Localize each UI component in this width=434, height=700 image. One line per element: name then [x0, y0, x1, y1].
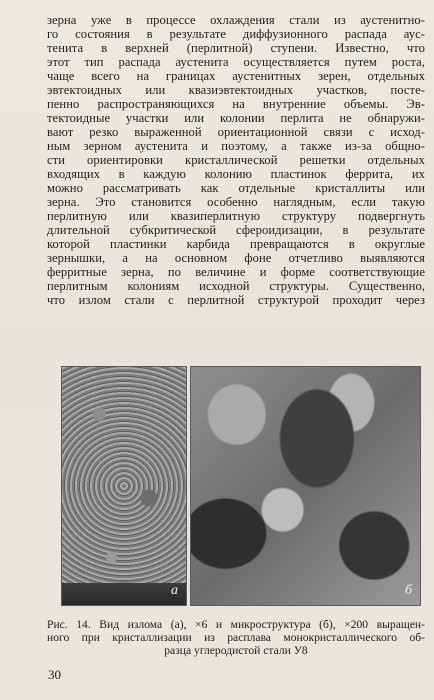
- microstructure-photo: [190, 366, 421, 606]
- panel-label-b: б: [404, 583, 412, 598]
- fracture-photo: [61, 366, 187, 606]
- text-line: ферритные зерна, по величине и форме соответствующие: [47, 265, 425, 279]
- text-line: перлитным колониям исходной структуры. Существенно,: [47, 279, 425, 293]
- text-line: которой пластинки карбида превращаются в округлые: [47, 237, 425, 251]
- text-line: входящих в каждую колонию пластинок феррита, их: [47, 167, 425, 181]
- text-line: чаще всего на границах аустенитных зерен, отдельных: [47, 69, 425, 83]
- text-line: что излом стали с перлитной структурой проходит через: [47, 293, 425, 307]
- figure-14: [61, 366, 419, 604]
- caption-line: разца углеродистой стали У8: [164, 644, 308, 657]
- body-text: [47, 13, 425, 307]
- text-line: тектоидные участки или колонии перлита не обнаружи-: [47, 111, 425, 125]
- text-line: ным зерном аустенита и поэтому, а также из-за общно-: [47, 139, 425, 153]
- text-line: можно рассматривать как отдельные кристаллиты или: [47, 181, 425, 195]
- text-line: зерна уже в процессе охлаждения стали из аустенитно-: [47, 13, 425, 27]
- text-line: зерна. Это становится особенно наглядным, если такую: [47, 195, 425, 209]
- page-number: 30: [48, 667, 61, 682]
- figure-caption: [47, 618, 425, 657]
- text-line: зернышки, а на основном фоне отчетливо выявляются: [47, 251, 425, 265]
- specimen-base: [62, 583, 186, 605]
- caption-line: Рис. 14. Вид излома (а), ×6 и микроструктура (б), ×200 выращен-: [47, 618, 425, 631]
- text-line: пенно распространяющихся на внутренние объемы. Эв-: [47, 97, 425, 111]
- text-line: перлитную или квазиперлитную структуру подвергнуть: [47, 209, 425, 223]
- text-line: длительной субкритической сфероидизации, в результате: [47, 223, 425, 237]
- text-line: вают резко выраженной ориентационной связи с исход-: [47, 125, 425, 139]
- text-line: го состояния в результате диффузионного распада аус-: [47, 27, 425, 41]
- text-line: этот тип распада аустенита осуществляется путем роста,: [47, 55, 425, 69]
- text-line: эвтектоидных или квазиэвтектоидных участков, посте-: [47, 83, 425, 97]
- panel-label-a: а: [171, 583, 178, 598]
- text-line: сти ориентировки кристаллической решетки отдельных: [47, 153, 425, 167]
- caption-line: ного при кристаллизации из расплава монокристаллического об-: [47, 631, 425, 644]
- text-line: тенита в верхней (перлитной) ступени. Известно, что: [47, 41, 425, 55]
